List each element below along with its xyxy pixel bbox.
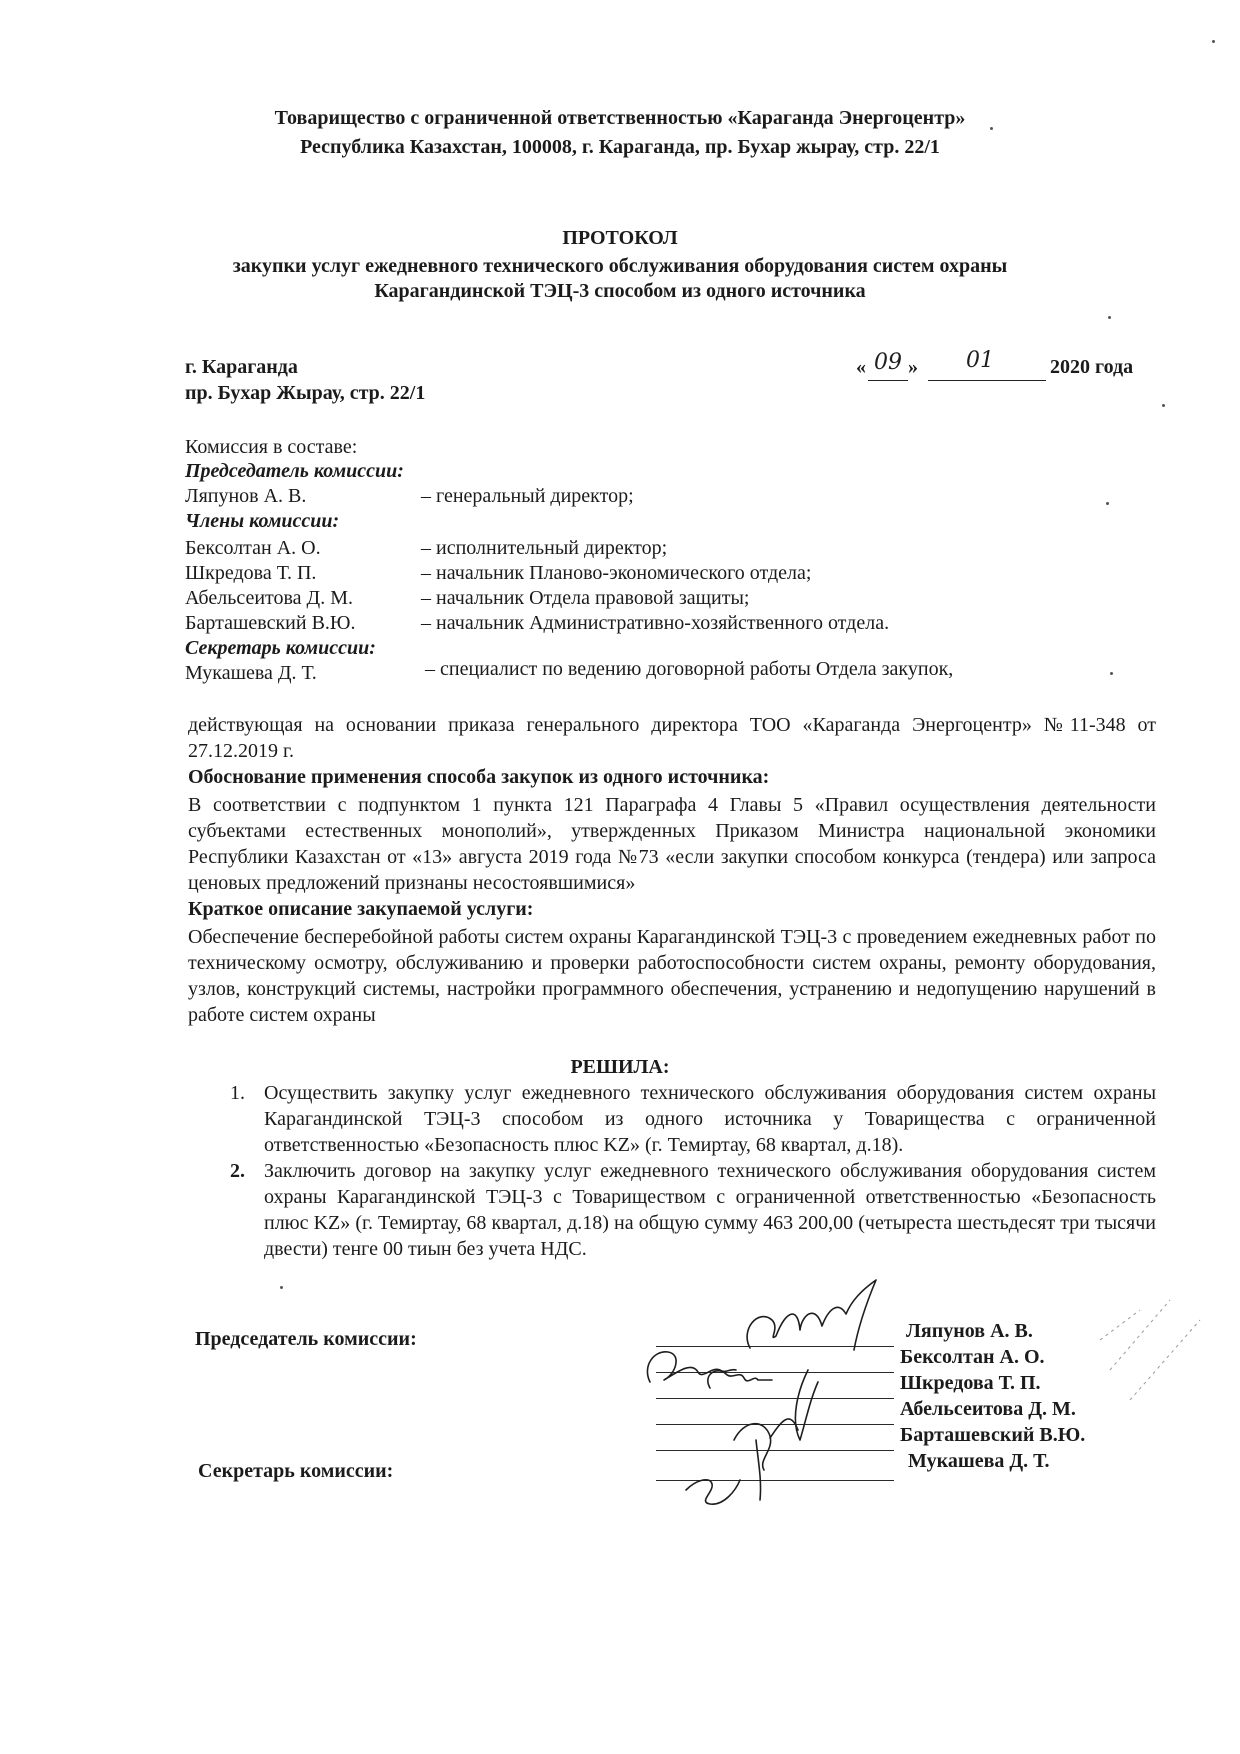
commission-intro: Комиссия в составе:	[185, 436, 358, 458]
date-day: 09	[874, 350, 902, 375]
member-name: Барташевский В.Ю.	[185, 612, 356, 634]
decision-heading: РЕШИЛА:	[570, 1056, 670, 1078]
chair-heading: Председатель комиссии:	[185, 460, 404, 482]
chair-signature-label: Председатель комиссии:	[195, 1328, 417, 1350]
signature-shkredova	[708, 1371, 772, 1388]
description-heading: Краткое описание закупаемой услуги:	[188, 898, 534, 920]
item-text: Заключить договор на закупку услуг ежедневного технического обслуживания оборудования систем охраны Карагандинской ТЭЦ-3 с Товариществом с ограниченной ответственностью «Безопасность плюс KZ» (г. Темиртау, 68 квартал, д.18) на общую сумму 463 200,00 (четыреста шестьдесят три тысячи двести) тенге 00 тиын без учета НДС.	[264, 1160, 1156, 1260]
signatory-name: Бексолтан А. О.	[900, 1346, 1045, 1368]
secretary-heading: Секретарь комиссии:	[185, 637, 376, 659]
date-month: 01	[966, 348, 994, 373]
place-city: г. Караганда	[185, 356, 298, 378]
signature-bartashevsky	[734, 1419, 798, 1470]
signature-beksoltan	[647, 1352, 736, 1382]
list-item	[224, 1080, 1156, 1158]
scan-speck	[990, 127, 993, 130]
description-text: Обеспечение бесперебойной работы систем охраны Карагандинской ТЭЦ-3 с проведением ежедневных работ по техническому осмотру, обслуживанию и проверки работоспособности систем охраны, ремонту оборудования, узлов, конструкций системы, настройки программного обеспечения, устранению и недопущению нарушений в работе систем охраны	[188, 926, 1156, 1026]
chair-role: – генеральный директор;	[421, 485, 634, 507]
list-item	[224, 1158, 1156, 1262]
signature-lyapunov	[747, 1280, 876, 1350]
member-role: – исполнительный директор;	[421, 537, 668, 559]
chair-name: Ляпунов А. В.	[185, 485, 307, 507]
acting-basis: действующая на основании приказа генерального директора ТОО «Караганда Энергоцентр» №11-348 от 27.12.2019 г.	[188, 714, 1156, 762]
doc-subtitle-1: закупки услуг ежедневного технического обслуживания оборудования систем охраны	[232, 255, 1008, 277]
date-month-underline	[928, 380, 1046, 381]
signatory-name: Барташевский В.Ю.	[900, 1424, 1086, 1446]
org-name: Товарищество с ограниченной ответственностью «Караганда Энергоцентр»	[274, 107, 966, 129]
signatory-name: Мукашева Д. Т.	[908, 1450, 1050, 1472]
member-role: – начальник Административно-хозяйственного отдела.	[421, 612, 890, 634]
signature-mukasheva	[686, 1440, 761, 1504]
member-role: – начальник Планово-экономического отдела;	[421, 562, 812, 584]
signatory-name: Шкредова Т. П.	[900, 1372, 1041, 1394]
scan-speck	[1108, 316, 1111, 319]
secretary-role: – специалист по ведению договорной работы Отдела закупок,	[425, 658, 954, 680]
signatory-name: Абельсеитова Д. М.	[900, 1398, 1076, 1420]
signature-names	[900, 1318, 1085, 1474]
scan-speck	[1106, 502, 1109, 505]
date-day-underline	[868, 380, 908, 381]
place-address: пр. Бухар Жырау, стр. 22/1	[185, 382, 426, 404]
member-name: Бексолтан А. О.	[185, 537, 321, 559]
signatory-name: Ляпунов А. В.	[906, 1320, 1033, 1342]
members-heading: Члены комиссии:	[185, 510, 340, 532]
secretary-signature-label: Секретарь комиссии:	[198, 1460, 394, 1482]
justification-text: В соответствии с подпунктом 1 пункта 121 Параграфа 4 Главы 5 «Правил осуществления деятельности субъектами естественных монополий», утвержденных Приказом Министра национальной экономики Республики Казахстан от «13» августа 2019 года №73 «если закупки способом конкурса (тендера) или запроса ценовых предложений признаны несостоявшимися»	[188, 794, 1156, 894]
document-date	[856, 350, 1146, 384]
member-name: Абельсеитова Д. М.	[185, 587, 353, 609]
justification-heading: Обоснование применения способа закупок из одного источника:	[188, 766, 770, 788]
item-number: 2.	[230, 1160, 245, 1182]
scan-speck	[280, 1286, 283, 1289]
secretary-name: Мукашева Д. Т.	[185, 662, 317, 684]
decision-list	[224, 1080, 1156, 1262]
doc-subtitle-2: Карагандинской ТЭЦ-3 способом из одного источника	[374, 280, 866, 302]
member-name: Шкредова Т. П.	[185, 562, 317, 584]
scan-speck	[1162, 404, 1165, 407]
date-open-quote: «	[856, 356, 866, 378]
item-text: Осуществить закупку услуг ежедневного технического обслуживания оборудования систем охраны Карагандинской ТЭЦ-3 способом из одного источника у Товарищества с ограниченной ответственностью «Безопасность плюс KZ» (г. Темиртау, 68 квартал, д.18).	[264, 1082, 1156, 1156]
date-close-quote: »	[908, 356, 918, 378]
org-address: Республика Казахстан, 100008, г. Караганда, пр. Бухар жырау, стр. 22/1	[300, 136, 940, 158]
signature-abelseitova	[795, 1370, 818, 1440]
scan-speck	[1212, 40, 1215, 43]
doc-title: ПРОТОКОЛ	[562, 227, 678, 249]
handwritten-signatures	[640, 1270, 920, 1510]
item-number: 1.	[230, 1082, 245, 1104]
scan-speck	[1110, 672, 1113, 675]
member-role: – начальник Отдела правовой защиты;	[421, 587, 750, 609]
scan-marks	[1090, 1280, 1210, 1410]
date-year: 2020 года	[1050, 356, 1134, 378]
